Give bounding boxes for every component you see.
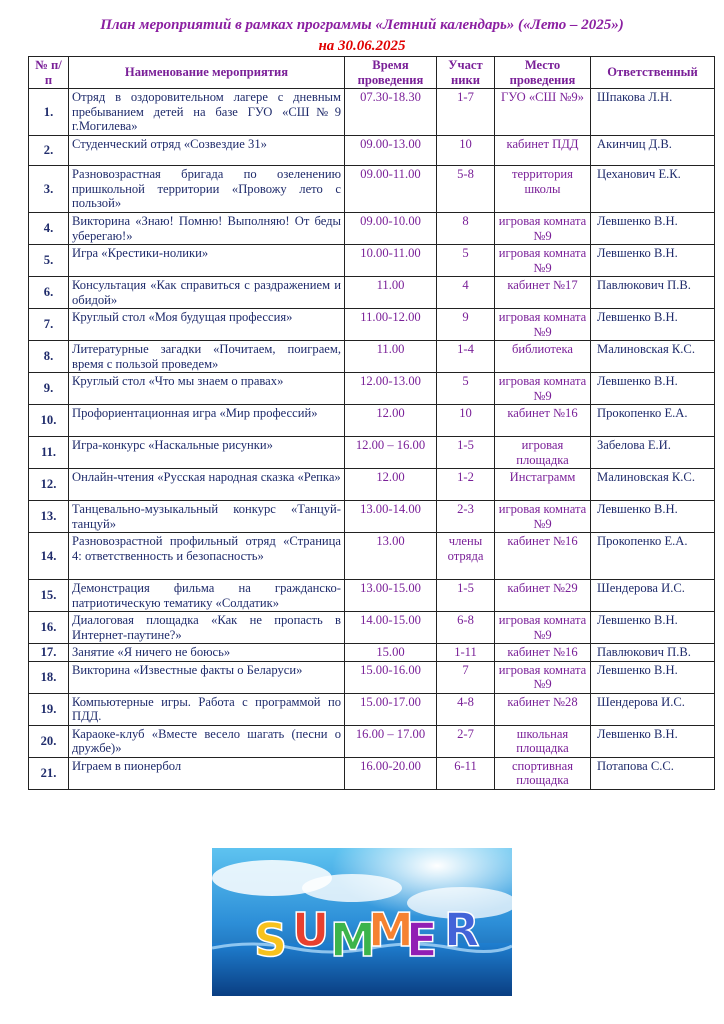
event-name: Викторина «Знаю! Помню! Выполняю! От беды уберегаю!» [69, 213, 345, 245]
event-participants: 6-8 [437, 612, 495, 644]
event-time: 09.00-11.00 [345, 166, 437, 213]
event-name: Студенческий отряд «Созвездие 31» [69, 136, 345, 166]
event-responsible: Левшенко В.Н. [591, 501, 715, 533]
event-name: Отряд в оздоровительном лагере с дневным пребыванием детей на базе ГУО «СШ№9 г.Могилева» [69, 89, 345, 136]
event-place: кабинет №17 [495, 277, 591, 309]
event-time: 11.00 [345, 341, 437, 373]
event-time: 15.00-17.00 [345, 693, 437, 725]
row-number: 19. [29, 693, 69, 725]
event-place: игровая комната №9 [495, 501, 591, 533]
page-date: на 30.06.2025 [318, 38, 406, 54]
event-participants: 1-7 [437, 89, 495, 136]
table-row [29, 213, 715, 245]
event-participants: 1-5 [437, 580, 495, 612]
table-row [29, 661, 715, 693]
event-responsible: Левшенко В.Н. [591, 612, 715, 644]
row-number: 1. [29, 89, 69, 136]
event-name: Диалоговая площадка «Как не пропасть в Интернет-паутине?» [69, 612, 345, 644]
event-time: 14.00-15.00 [345, 612, 437, 644]
event-time: 13.00 [345, 533, 437, 580]
row-number: 11. [29, 437, 69, 469]
event-responsible: Малиновская К.С. [591, 469, 715, 501]
event-responsible: Акинчиц Д.В. [591, 136, 715, 166]
event-responsible: Левшенко В.Н. [591, 725, 715, 757]
event-responsible: Павлюкович П.В. [591, 277, 715, 309]
row-number: 6. [29, 277, 69, 309]
event-participants: 9 [437, 309, 495, 341]
event-place: библиотека [495, 341, 591, 373]
event-place: кабинет №28 [495, 693, 591, 725]
summer-letter: S [254, 913, 288, 967]
event-participants: 5-8 [437, 166, 495, 213]
table-row [29, 373, 715, 405]
event-name: Разновозрастной профильный отряд «Страница 4: ответственность и безопасность» [69, 533, 345, 580]
event-participants: 10 [437, 136, 495, 166]
event-place: игровая комната №9 [495, 612, 591, 644]
event-responsible: Цеханович Е.К. [591, 166, 715, 213]
event-name: Танцевально-музыкальный конкурс «Танцуй-танцуй» [69, 501, 345, 533]
event-place: кабинет ПДД [495, 136, 591, 166]
event-responsible: Павлюкович П.В. [591, 644, 715, 662]
event-name: Викторина «Известные факты о Беларуси» [69, 661, 345, 693]
event-responsible: Шпакова Л.Н. [591, 89, 715, 136]
table-row [29, 277, 715, 309]
page-title: План мероприятий в рамках программы «Летний календарь» («Лето – 2025») [100, 17, 624, 33]
row-number: 2. [29, 136, 69, 166]
row-number: 4. [29, 213, 69, 245]
event-name: Занятие «Я ничего не боюсь» [69, 644, 345, 662]
event-responsible: Левшенко В.Н. [591, 213, 715, 245]
summer-illustration [212, 848, 512, 996]
event-place: игровая комната №9 [495, 373, 591, 405]
event-time: 12.00 – 16.00 [345, 437, 437, 469]
event-responsible: Шендерова И.С. [591, 693, 715, 725]
summer-letter: M [368, 903, 414, 957]
event-place: кабинет №16 [495, 533, 591, 580]
event-time: 11.00 [345, 277, 437, 309]
row-number: 5. [29, 245, 69, 277]
table-row [29, 166, 715, 213]
event-time: 11.00-12.00 [345, 309, 437, 341]
row-number: 10. [29, 405, 69, 437]
col-header-responsible: Ответственный [591, 57, 715, 89]
event-name: Разновозрастная бригада по озеленению пришкольной территории «Провожу лето с пользой» [69, 166, 345, 213]
event-place: игровая комната №9 [495, 213, 591, 245]
event-name: Игра-конкурс «Наскальные рисунки» [69, 437, 345, 469]
event-responsible: Левшенко В.Н. [591, 373, 715, 405]
event-place: игровая комната №9 [495, 309, 591, 341]
table-row [29, 309, 715, 341]
summer-image [212, 848, 512, 996]
event-time: 13.00-15.00 [345, 580, 437, 612]
event-place: Инстаграмм [495, 469, 591, 501]
event-time: 12.00 [345, 469, 437, 501]
event-participants: 1-11 [437, 644, 495, 662]
event-name: Профориентационная игра «Мир профессий» [69, 405, 345, 437]
events-table [28, 56, 715, 790]
event-place: кабинет №16 [495, 405, 591, 437]
event-participants: 8 [437, 213, 495, 245]
event-participants: члены отряда [437, 533, 495, 580]
event-responsible: Прокопенко Е.А. [591, 533, 715, 580]
event-responsible: Забелова Е.И. [591, 437, 715, 469]
table-row [29, 89, 715, 136]
event-name: Круглый стол «Что мы знаем о правах» [69, 373, 345, 405]
event-participants: 5 [437, 245, 495, 277]
table-row [29, 136, 715, 166]
event-time: 09.00-13.00 [345, 136, 437, 166]
row-number: 17. [29, 644, 69, 662]
event-name: Демонстрация фильма на гражданско-патриотическую тематику «Солдатик» [69, 580, 345, 612]
event-time: 16.00-20.00 [345, 757, 437, 789]
event-time: 15.00 [345, 644, 437, 662]
event-participants: 10 [437, 405, 495, 437]
table-row [29, 693, 715, 725]
event-participants: 1-5 [437, 437, 495, 469]
event-place: игровая комната №9 [495, 245, 591, 277]
event-name: Играем в пионербол [69, 757, 345, 789]
row-number: 7. [29, 309, 69, 341]
event-place: игровая комната №9 [495, 661, 591, 693]
event-participants: 4-8 [437, 693, 495, 725]
event-place: спортивная площадка [495, 757, 591, 789]
event-name: Игра «Крестики-нолики» [69, 245, 345, 277]
row-number: 13. [29, 501, 69, 533]
row-number: 3. [29, 166, 69, 213]
event-time: 10.00-11.00 [345, 245, 437, 277]
summer-letter: U [292, 903, 330, 957]
col-header-place: Место проведения [495, 57, 591, 89]
event-time: 07.30-18.30 [345, 89, 437, 136]
event-participants: 1-4 [437, 341, 495, 373]
event-time: 09.00-10.00 [345, 213, 437, 245]
event-name: Караоке-клуб «Вместе весело шагать (песни о дружбе)» [69, 725, 345, 757]
row-number: 16. [29, 612, 69, 644]
event-participants: 2-3 [437, 501, 495, 533]
row-number: 9. [29, 373, 69, 405]
row-number: 14. [29, 533, 69, 580]
event-participants: 4 [437, 277, 495, 309]
table-row [29, 501, 715, 533]
row-number: 20. [29, 725, 69, 757]
row-number: 12. [29, 469, 69, 501]
event-participants: 1-2 [437, 469, 495, 501]
summer-letter: R [444, 903, 480, 957]
row-number: 15. [29, 580, 69, 612]
table-row [29, 245, 715, 277]
event-time: 13.00-14.00 [345, 501, 437, 533]
col-header-name: Наименование мероприятия [69, 57, 345, 89]
table-row [29, 341, 715, 373]
table-row [29, 644, 715, 662]
table-row [29, 437, 715, 469]
event-time: 12.00 [345, 405, 437, 437]
table-row [29, 725, 715, 757]
event-responsible: Малиновская К.С. [591, 341, 715, 373]
event-place: кабинет №16 [495, 644, 591, 662]
event-place: игровая площадка [495, 437, 591, 469]
event-responsible: Левшенко В.Н. [591, 245, 715, 277]
col-header-time: Время проведения [345, 57, 437, 89]
event-responsible: Левшенко В.Н. [591, 661, 715, 693]
event-time: 15.00-16.00 [345, 661, 437, 693]
summer-letter: M [330, 913, 376, 967]
event-name: Онлайн-чтения «Русская народная сказка «Репка» [69, 469, 345, 501]
table-row [29, 533, 715, 580]
event-place: территория школы [495, 166, 591, 213]
event-responsible: Прокопенко Е.А. [591, 405, 715, 437]
event-time: 12.00-13.00 [345, 373, 437, 405]
event-participants: 6-11 [437, 757, 495, 789]
row-number: 8. [29, 341, 69, 373]
row-number: 18. [29, 661, 69, 693]
table-header-row [29, 57, 715, 89]
col-header-participants: Участ ники [437, 57, 495, 89]
event-name: Компьютерные игры. Работа с программой по ПДД. [69, 693, 345, 725]
event-name: Консультация «Как справиться с раздражением и обидой» [69, 277, 345, 309]
event-participants: 7 [437, 661, 495, 693]
row-number: 21. [29, 757, 69, 789]
event-name: Круглый стол «Моя будущая профессия» [69, 309, 345, 341]
event-responsible: Левшенко В.Н. [591, 309, 715, 341]
event-time: 16.00 – 17.00 [345, 725, 437, 757]
col-header-number: № п/п [29, 57, 69, 89]
event-responsible: Шендерова И.С. [591, 580, 715, 612]
event-participants: 5 [437, 373, 495, 405]
event-place: школьная площадка [495, 725, 591, 757]
event-name: Литературные загадки «Почитаем, поиграем, время с пользой проведем» [69, 341, 345, 373]
event-place: ГУО «СШ №9» [495, 89, 591, 136]
table-row [29, 757, 715, 789]
table-row [29, 469, 715, 501]
table-row [29, 612, 715, 644]
table-row [29, 580, 715, 612]
table-row [29, 405, 715, 437]
event-place: кабинет №29 [495, 580, 591, 612]
event-responsible: Потапова С.С. [591, 757, 715, 789]
summer-letter: E [406, 913, 438, 967]
event-participants: 2-7 [437, 725, 495, 757]
